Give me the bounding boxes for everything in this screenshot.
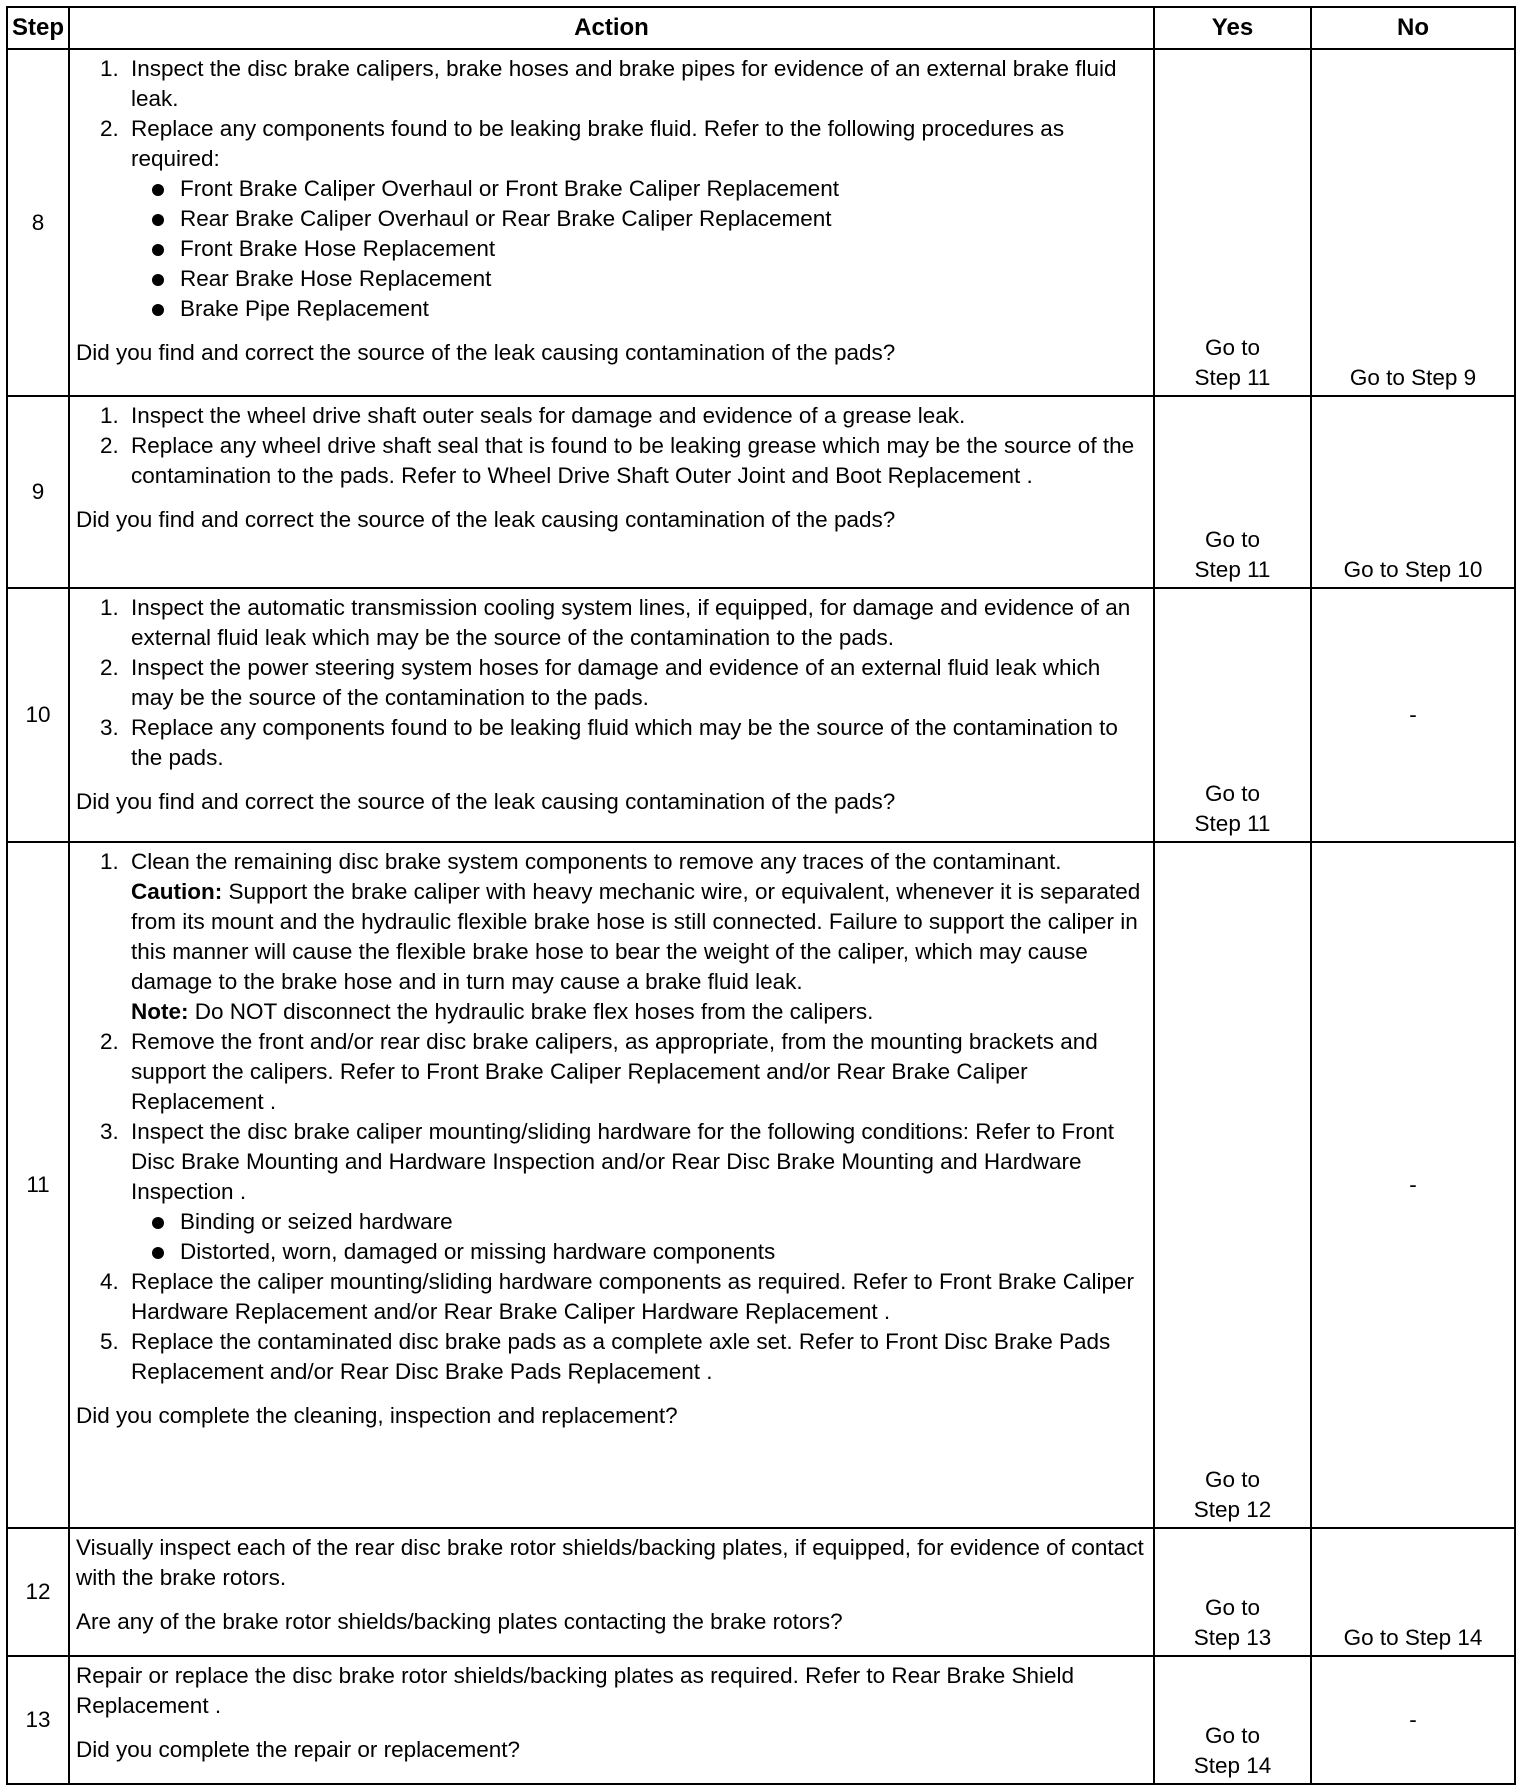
step-number: 12 <box>7 1528 69 1656</box>
step-number: 8 <box>7 49 69 396</box>
table-row-step-8 <box>7 49 1515 396</box>
yes-line: Go to <box>1204 1595 1261 1620</box>
caution-text: Support the brake caliper with heavy mechanic wire, or equivalent, whenever it is separated from its mount and the hydraulic flexible brake hose is still connected. Failure to support the caliper in this manner will cause the flexible brake hose to bear the weight of the caliper, which may cause damage to the brake hose and in turn may cause a brake fluid leak. <box>131 879 1141 994</box>
yes-line: Go to <box>1204 527 1261 552</box>
question-text: Did you find and correct the source of the leak causing contamination of the pads? <box>76 789 896 814</box>
yes-cell <box>1154 842 1311 1528</box>
bullet-item: Distorted, worn, damaged or missing hardware components <box>175 1237 1147 1267</box>
bullet-list <box>131 174 1147 324</box>
yes-cell <box>1154 1528 1311 1656</box>
question-text: Did you complete the repair or replacement? <box>76 1737 520 1762</box>
action-step-text: 1. Clean the remaining disc brake system components to remove any traces of the contaminant. <box>131 849 1062 874</box>
header-row <box>7 7 1515 49</box>
yes-line: Step 11 <box>1194 365 1271 390</box>
action-cell <box>69 588 1154 842</box>
yes-line: Step 13 <box>1193 1625 1272 1650</box>
action-cell <box>69 49 1154 396</box>
yes-line: Step 12 <box>1193 1497 1272 1522</box>
note-text: Do NOT disconnect the hydraulic brake flex hoses from the calipers. <box>188 999 874 1024</box>
question-text: Did you find and correct the source of the leak causing contamination of the pads? <box>76 507 896 532</box>
question-text: Are any of the brake rotor shields/backing plates contacting the brake rotors? <box>76 1609 843 1634</box>
table-row-step-10 <box>7 588 1515 842</box>
yes-line: Go to <box>1204 1467 1261 1492</box>
action-step <box>125 1117 1147 1267</box>
action-cell <box>69 842 1154 1528</box>
header-no: No <box>1311 7 1515 49</box>
step-number: 10 <box>7 588 69 842</box>
action-step: 2. Inspect the power steering system hoses for damage and evidence of an external fluid leak which may be the source of the contamination to the pads. <box>125 653 1147 713</box>
header-action: Action <box>69 7 1154 49</box>
yes-line: Go to <box>1204 1723 1261 1748</box>
header-step: Step <box>7 7 69 49</box>
table-row-step-9 <box>7 396 1515 588</box>
step-number: 9 <box>7 396 69 588</box>
bullet-list <box>131 1207 1147 1267</box>
table-row-step-12 <box>7 1528 1515 1656</box>
action-step-text: Replace any components found to be leaking brake fluid. Refer to the following procedures as required: <box>131 116 1065 171</box>
step-number: 11 <box>7 842 69 1528</box>
no-cell: Go to Step 10 <box>1311 396 1515 588</box>
action-step: 1. Inspect the wheel drive shaft outer seals for damage and evidence of a grease leak. <box>125 401 1147 431</box>
action-step-text: Inspect the disc brake caliper mounting/sliding hardware for the following conditions: Refer to Front Disc Brake Mounting and Hardware Inspection and/or Rear Disc Brake Mounting and Hardware Inspection . <box>131 1119 1115 1204</box>
action-step: 1. Inspect the automatic transmission cooling system lines, if equipped, for damage and evidence of an external fluid leak which may be the source of the contamination to the pads. <box>125 593 1147 653</box>
caution-note <box>131 877 1147 997</box>
no-cell: - <box>1311 1656 1515 1784</box>
action-text: Visually inspect each of the rear disc brake rotor shields/backing plates, if equipped, for evidence of contact with the brake rotors. <box>76 1535 1144 1590</box>
yes-cell <box>1154 588 1311 842</box>
question-text: Did you complete the cleaning, inspection and replacement? <box>76 1403 678 1428</box>
action-step: 3. Replace any components found to be leaking fluid which may be the source of the contamination to the pads. <box>125 713 1147 773</box>
action-step: 2. Remove the front and/or rear disc brake calipers, as appropriate, from the mounting brackets and support the calipers. Refer to Front Brake Caliper Replacement and/or Rear Brake Caliper Replacement . <box>125 1027 1147 1117</box>
yes-line: Go to <box>1204 781 1261 806</box>
action-text: Repair or replace the disc brake rotor shields/backing plates as required. Refer to Rear Brake Shield Replacement . <box>76 1663 1075 1718</box>
action-step: 1. Inspect the disc brake calipers, brake hoses and brake pipes for evidence of an external brake fluid leak. <box>125 54 1147 114</box>
action-step <box>125 847 1147 1027</box>
action-step <box>125 114 1147 324</box>
action-step: 4. Replace the caliper mounting/sliding hardware components as required. Refer to Front Brake Caliper Hardware Replacement and/or Rear Brake Caliper Hardware Replacement . <box>125 1267 1147 1327</box>
bullet-item: Rear Brake Caliper Overhaul or Rear Brake Caliper Replacement <box>175 204 1147 234</box>
bullet-item: Front Brake Hose Replacement <box>175 234 1147 264</box>
bullet-item: Binding or seized hardware <box>175 1207 1147 1237</box>
yes-line: Step 11 <box>1194 557 1271 582</box>
no-cell: - <box>1311 842 1515 1528</box>
caution-label: Caution: <box>131 879 223 904</box>
action-steps <box>76 847 1147 1387</box>
table-row-step-11 <box>7 842 1515 1528</box>
no-cell: - <box>1311 588 1515 842</box>
yes-cell <box>1154 396 1311 588</box>
action-cell <box>69 1528 1154 1656</box>
bullet-item: Rear Brake Hose Replacement <box>175 264 1147 294</box>
action-cell <box>69 396 1154 588</box>
yes-line: Step 11 <box>1194 811 1271 836</box>
action-steps <box>76 401 1147 491</box>
yes-cell <box>1154 49 1311 396</box>
note <box>131 997 1147 1027</box>
action-step: 5. Replace the contaminated disc brake pads as a complete axle set. Refer to Front Disc Brake Pads Replacement and/or Rear Disc Brake Pads Replacement . <box>125 1327 1147 1387</box>
no-cell: Go to Step 9 <box>1311 49 1515 396</box>
yes-line: Step 14 <box>1193 1753 1272 1778</box>
action-steps <box>76 54 1147 324</box>
note-label: Note: <box>131 999 189 1024</box>
action-step: 2. Replace any wheel drive shaft seal that is found to be leaking grease which may be the source of the contamination to the pads. Refer to Wheel Drive Shaft Outer Joint and Boot Replacement . <box>125 431 1147 491</box>
no-cell: Go to Step 14 <box>1311 1528 1515 1656</box>
yes-line: Go to <box>1204 335 1261 360</box>
bullet-item: Brake Pipe Replacement <box>175 294 1147 324</box>
question-text: Did you find and correct the source of the leak causing contamination of the pads? <box>76 340 896 365</box>
table-row-step-13 <box>7 1656 1515 1784</box>
step-number: 13 <box>7 1656 69 1784</box>
action-steps <box>76 593 1147 773</box>
header-yes: Yes <box>1154 7 1311 49</box>
diagnostic-procedure-table <box>6 6 1516 1785</box>
yes-cell <box>1154 1656 1311 1784</box>
bullet-item: Front Brake Caliper Overhaul or Front Brake Caliper Replacement <box>175 174 1147 204</box>
action-cell <box>69 1656 1154 1784</box>
